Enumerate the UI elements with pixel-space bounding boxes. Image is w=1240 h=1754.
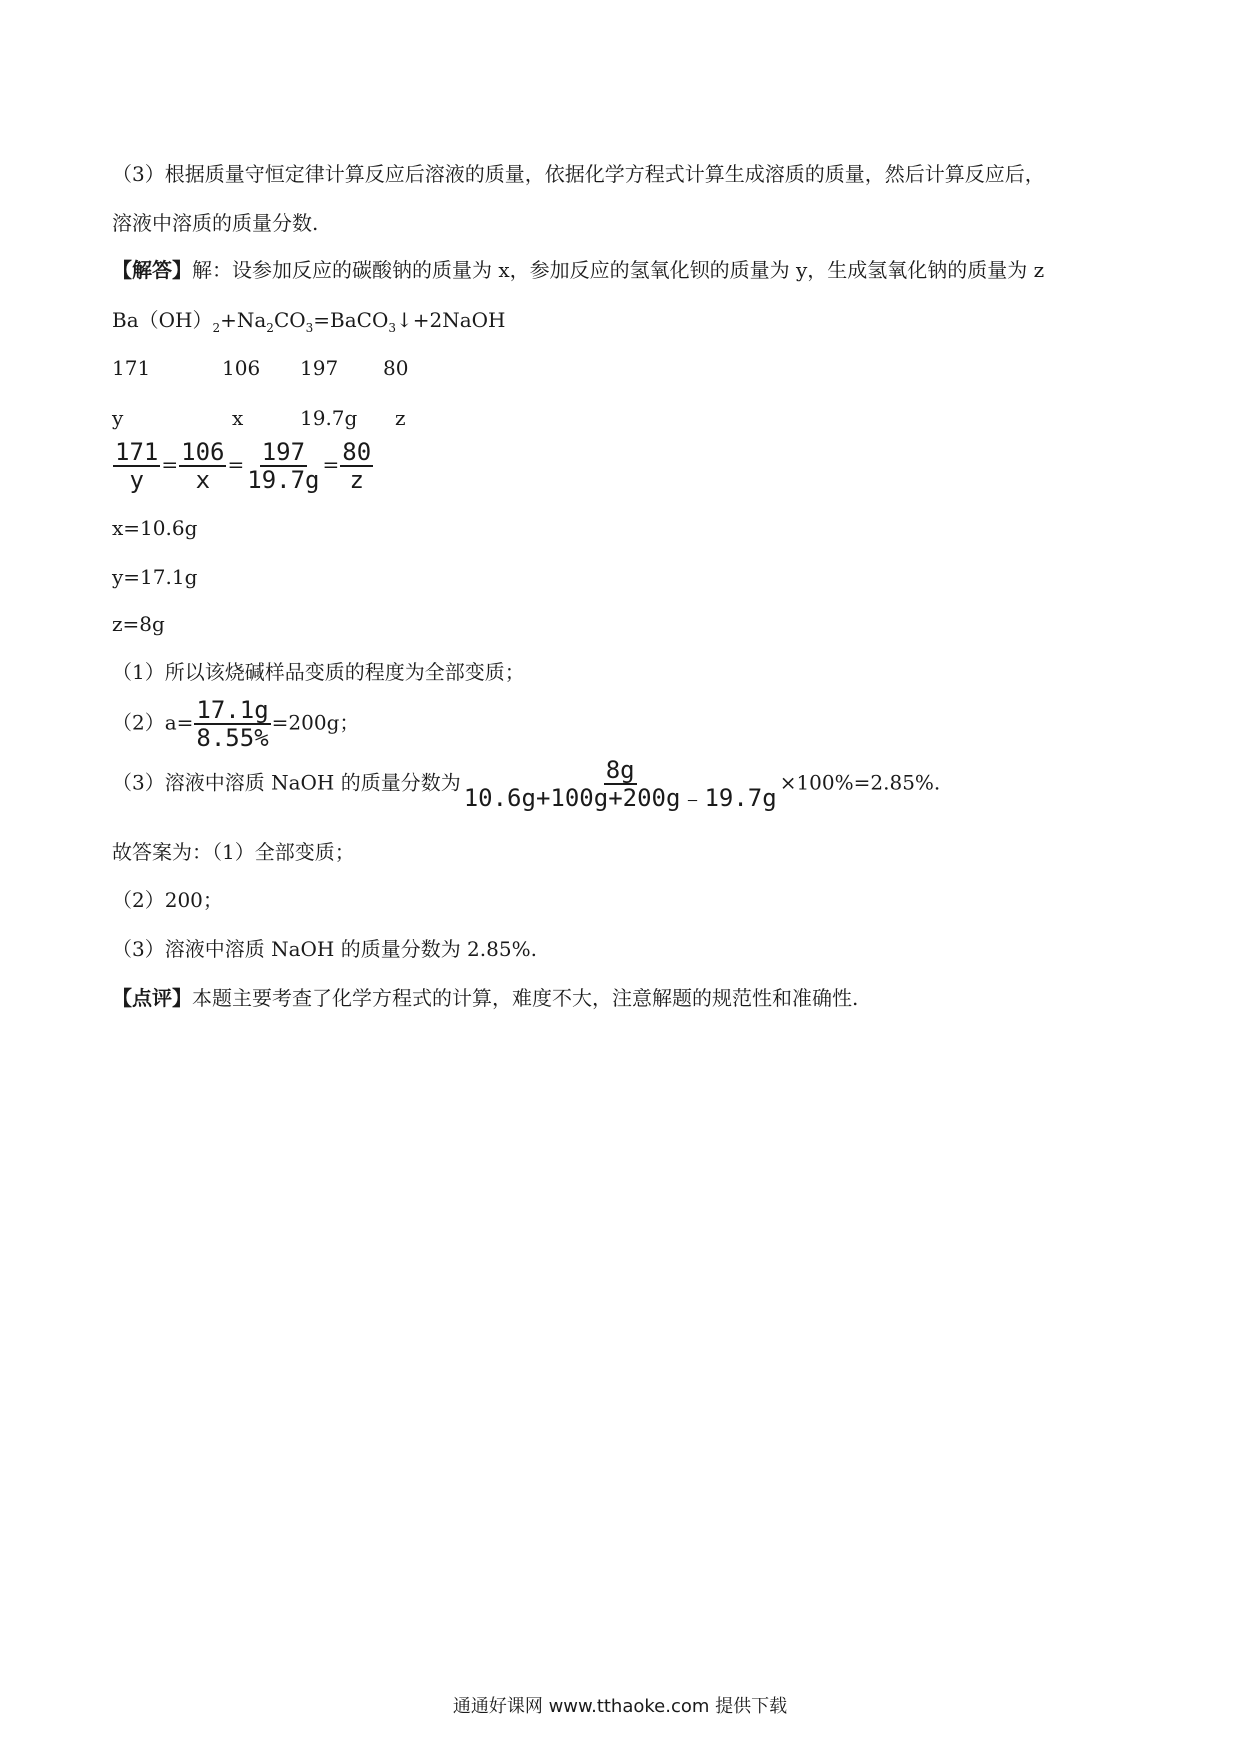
ratio-fraction: $\frac{80}{z}$ [342, 438, 372, 494]
final-answer-line2: （2）200； [112, 888, 223, 912]
quantity-value: y [112, 406, 124, 430]
fraction-mass-fraction: $\frac{8g}{10.6g+100g+200g﹣19.7g}$ [463, 756, 777, 812]
comment [112, 984, 858, 1012]
final-answer-line1: 故答案为：（1）全部变质； [112, 840, 355, 864]
ratio-fraction: $\frac{171}{y}$ [115, 438, 159, 494]
solution-intro [112, 256, 1044, 284]
result-z: z=8g [112, 612, 165, 636]
answer-part-3: （3）溶液中溶质 NaOH 的质量分数为 $\frac{8g}{10.6g+100g+200g﹣19.7g}$ ×100%=2.85%. [112, 756, 941, 812]
molar-mass-value: 171 [112, 356, 151, 380]
answer-part-2: （2）a= $\frac{17.1g}{8.55\%}$ =200g； [112, 696, 360, 752]
quantity-value: 19.7g [300, 406, 358, 430]
footer-source: 通通好课网 www.tthaoke.com 提供下载 [452, 1696, 788, 1717]
solution-intro-text: 解：设参加反应的碳酸钠的质量为 x，参加反应的氢氧化钡的质量为 y，生成氢氧化钠的质量为 z [192, 258, 1045, 282]
final-answer-line3: （3）溶液中溶质 NaOH 的质量分数为 2.85%. [112, 937, 537, 961]
analysis-point-3-line2: 溶液中溶质的质量分数. [112, 211, 319, 235]
comment-text: 本题主要考查了化学方程式的计算，难度不大，注意解题的规范性和准确性. [192, 986, 859, 1010]
molar-mass-value: 80 [383, 356, 409, 380]
quantity-value: x [232, 406, 244, 430]
comment-label: 【点评】 [112, 986, 192, 1010]
analysis-point-3-line1: （3）根据质量守恒定律计算反应后溶液的质量，依据化学方程式计算生成溶质的质量，然后计算反应后， [112, 162, 1045, 186]
answer-part-1: （1）所以该烧碱样品变质的程度为全部变质； [112, 660, 525, 684]
molar-mass-value: 197 [300, 356, 339, 380]
ratio-fraction: $\frac{197}{19.7g}$ [247, 438, 320, 494]
chemical-equation: $Ba(OH)_2+Na_2CO_3=BaCO_3↓+2NaOH$ [112, 308, 506, 335]
result-y: y=17.1g [112, 565, 198, 589]
fraction-a: $\frac{17.1g}{8.55\%}$ [196, 696, 269, 752]
result-x: x=10.6g [112, 516, 198, 540]
molar-mass-value: 106 [222, 356, 261, 380]
ratio-equation: $\frac{171}{y}$ = $\frac{106}{x}$ = $\frac{197}{19.7g}$ = $\frac{80}{z}$ [115, 438, 372, 494]
ratio-fraction: $\frac{106}{x}$ [181, 438, 225, 494]
solution-label: 【解答】 [112, 258, 192, 282]
quantity-value: z [395, 406, 406, 430]
